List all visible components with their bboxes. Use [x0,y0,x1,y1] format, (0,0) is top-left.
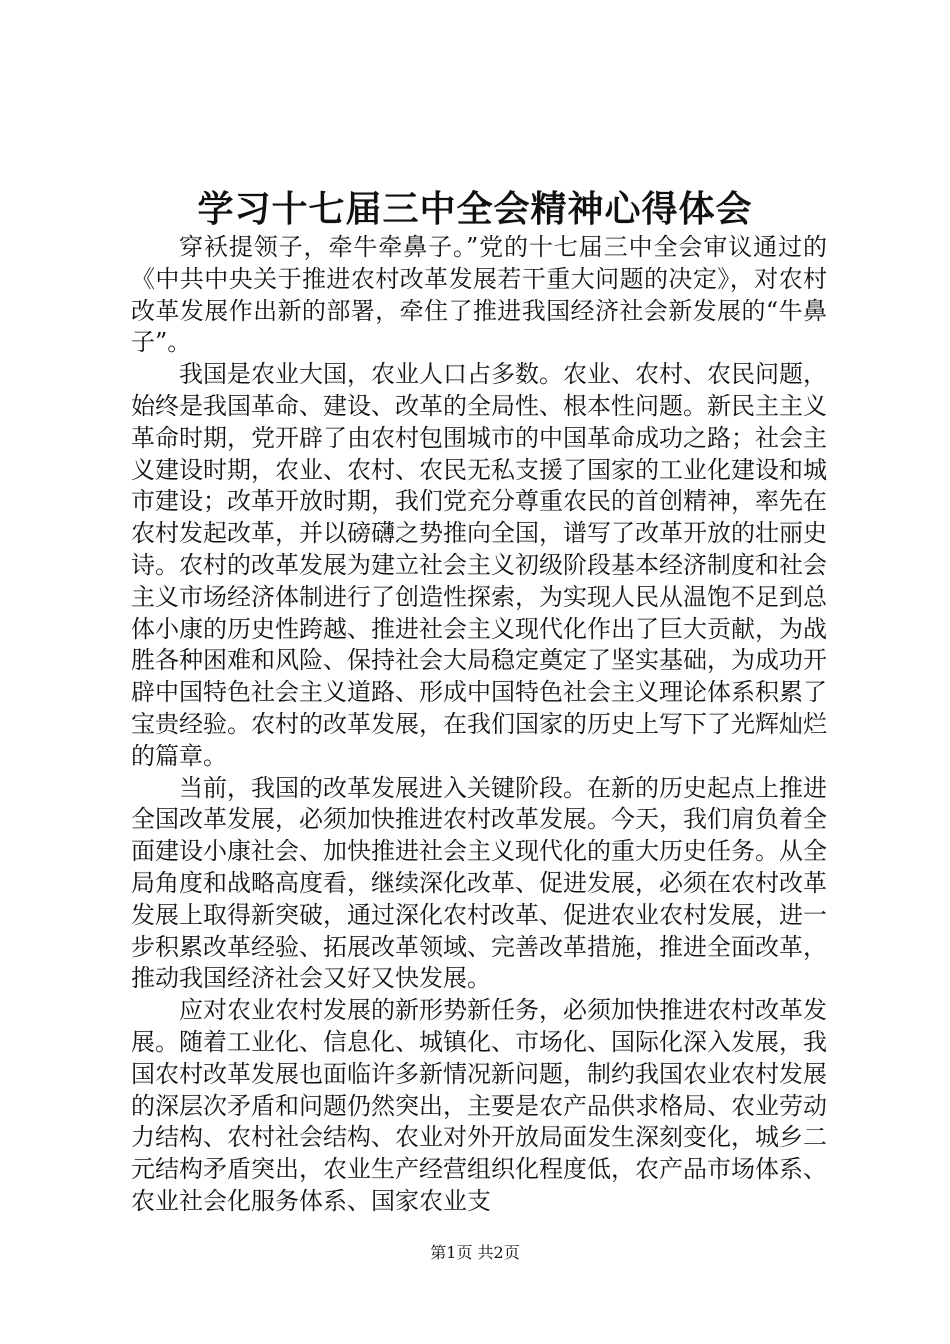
paragraph-2: 我国是农业大国，农业人口占多数。农业、农村、农民问题，始终是我国革命、建设、改革的全局性、根本性问题。新民主主义革命时期，党开辟了由农村包围城市的中国革命成功之路；社会主义建设时期，农业、农村、农民无私支援了国家的工业化建设和城市建设；改革开放时期，我们党充分尊重农民的首创精神，率先在农村发起改革，并以磅礴之势推向全国，谱写了改革开放的壮丽史诗。农村的改革发展为建立社会主义初级阶段基本经济制度和社会主义市场经济体制进行了创造性探索，为实现人民从温饱不足到总体小康的历史性跨越、推进社会主义现代化作出了巨大贡献，为战胜各种困难和风险、保持社会大局稳定奠定了坚实基础，为成功开辟中国特色社会主义道路、形成中国特色社会主义理论体系积累了宝贵经验。农村的改革发展，在我们国家的历史上写下了光辉灿烂的篇章。 [131,360,827,770]
document-title: 学习十七届三中全会精神心得体会 [197,189,753,230]
document-body [131,232,827,1218]
paragraph-3: 当前，我国的改革发展进入关键阶段。在新的历史起点上推进全国改革发展，必须加快推进农村改革发展。今天，我们肩负着全面建设小康社会、加快推进社会主义现代化的重大历史任务。从全局角度和战略高度看，继续深化改革、促进发展，必须在农村改革发展上取得新突破，通过深化农村改革、促进农业农村发展，进一步积累改革经验、拓展改革领域、完善改革措施，推进全面改革，推动我国经济社会又好又快发展。 [131,773,827,993]
page-number-footer: 第1页 共2页 [430,1243,520,1262]
paragraph-1: 穿袄提领子，牵牛牵鼻子。”党的十七届三中全会审议通过的《中共中央关于推进农村改革发展若干重大问题的决定》，对农村改革发展作出新的部署，牵住了推进我国经济社会新发展的“牛鼻子”。 [131,233,827,357]
paragraph-4: 应对农业农村发展的新形势新任务，必须加快推进农村改革发展。随着工业化、信息化、城镇化、市场化、国际化深入发展，我国农村改革发展也面临许多新情况新问题，制约我国农业农村发展的深层次矛盾和问题仍然突出，主要是农产品供求格局、农业劳动力结构、农村社会结构、农业对外开放局面发生深刻变化，城乡二元结构矛盾突出，农业生产经营组织化程度低，农产品市场体系、农业社会化服务体系、国家农业支 [131,996,827,1215]
